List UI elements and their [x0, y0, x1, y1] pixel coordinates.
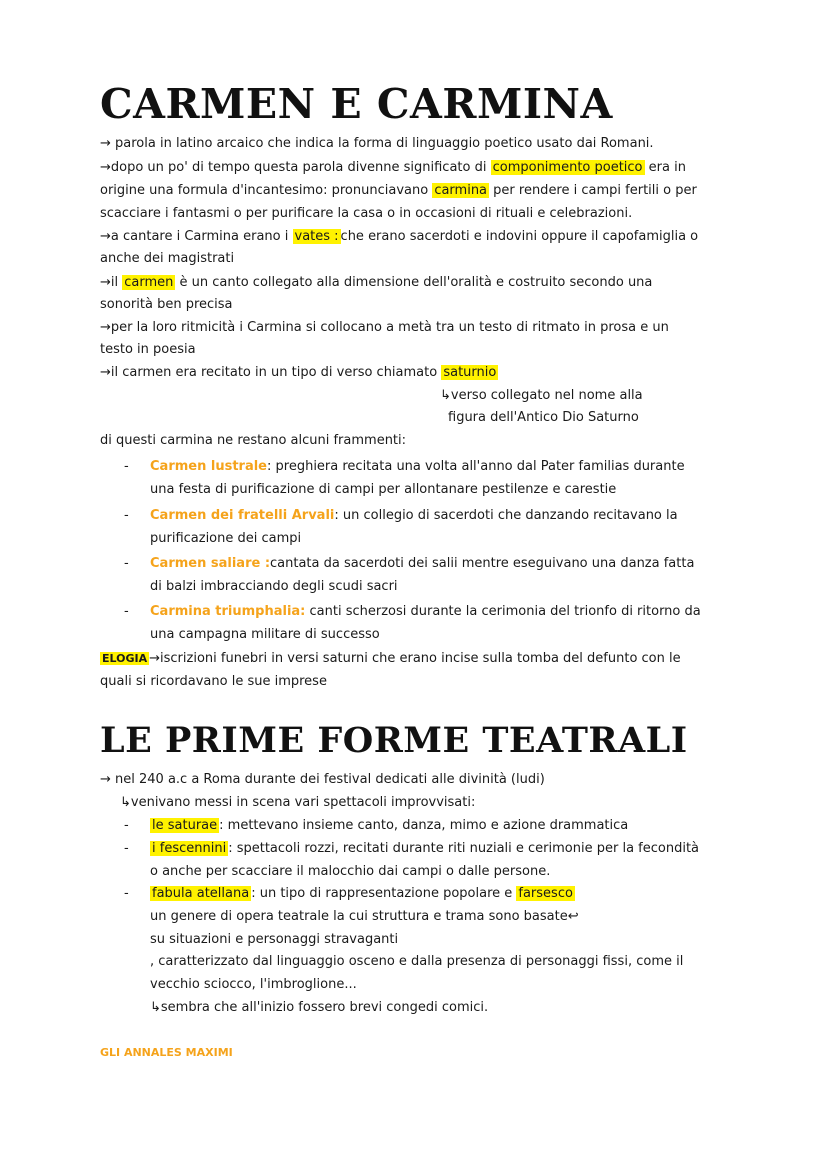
text: →dopo un po' di tempo questa parola divenne significato di	[100, 160, 491, 175]
term: Carmina triumphalia:	[150, 604, 306, 619]
highlight: ELOGIA	[102, 652, 148, 665]
text: per rendere i campi fertili o per	[489, 183, 697, 198]
line	[150, 997, 488, 1019]
text: su situazioni e personaggi stravaganti	[150, 932, 399, 947]
highlight: saturnio	[443, 365, 497, 380]
text: ↳verso collegato nel nome alla	[440, 388, 643, 403]
text: scacciare i fantasmi o per purificare la casa o in occasioni di rituali e celebrazioni.	[100, 206, 633, 221]
text: : preghiera recitata una volta all'anno dal Pater familias durante	[267, 459, 685, 474]
line	[448, 407, 639, 429]
text: → nel 240 a.c a Roma durante dei festival dedicati alle divinità (ludi)	[100, 772, 545, 787]
text: →per la loro ritmicità i Carmina si collocano a metà tra un testo di ritmato in prosa e un	[100, 320, 669, 335]
list-item	[150, 553, 694, 575]
line	[150, 951, 683, 973]
line	[150, 861, 550, 883]
text: → parola in latino arcaico che indica la forma di linguaggio poetico usato dai Romani.	[100, 136, 654, 151]
text: →iscrizioni funebri in versi saturni che erano incise sulla tomba del defunto con le	[149, 651, 681, 666]
line	[100, 133, 654, 155]
line	[100, 671, 327, 693]
bullet-dash: -	[124, 459, 129, 474]
line	[100, 226, 698, 248]
text: : un tipo di rappresentazione popolare e	[251, 886, 517, 901]
text: o anche per scacciare il malocchio dai campi o dalle persone.	[150, 864, 551, 879]
highlight: i fescennini	[152, 841, 227, 856]
text: che erano sacerdoti e indovini oppure il capofamiglia o	[340, 229, 699, 244]
title-carmen-e-carmina: CARMEN E CARMINA	[100, 80, 613, 128]
text: , caratterizzato dal linguaggio osceno e dalla presenza di personaggi fissi, come il	[150, 954, 684, 969]
line	[100, 248, 234, 270]
list-item	[150, 883, 575, 905]
text: : mettevano insieme canto, danza, mimo e azione drammatica	[219, 818, 629, 833]
text: ↳sembra che all'inizio fossero brevi congedi comici.	[150, 1000, 489, 1015]
title-prime-forme-teatrali: LE PRIME FORME TEATRALI	[100, 720, 688, 761]
list-item	[150, 815, 628, 837]
text: purificazione dei campi	[150, 531, 302, 546]
text: quali si ricordavano le sue imprese	[100, 674, 327, 689]
list-item	[150, 601, 701, 623]
text: era in	[644, 160, 686, 175]
highlight: carmina	[434, 183, 488, 198]
line	[100, 272, 652, 294]
text: di questi carmina ne restano alcuni frammenti:	[100, 433, 407, 448]
line	[120, 792, 475, 814]
term: Carmen saliare :	[150, 556, 271, 571]
line	[100, 362, 498, 384]
term: Carmen dei fratelli Arvali	[150, 508, 335, 523]
text: una festa di purificazione di campi per allontanare pestilenze e carestie	[150, 482, 617, 497]
bullet-dash: -	[124, 841, 129, 856]
line	[150, 528, 301, 550]
text: →il	[100, 275, 123, 290]
bullet-dash: -	[124, 818, 129, 833]
text: testo in poesia	[100, 342, 196, 357]
text: figura dell'Antico Dio Saturno	[448, 410, 639, 425]
highlight: farsesco	[518, 886, 573, 901]
text: canti scherzosi durante la cerimonia del trionfo di ritorno da	[305, 604, 701, 619]
bullet-dash: -	[124, 886, 129, 901]
line	[100, 294, 233, 316]
text: →a cantare i Carmina erano i	[100, 229, 293, 244]
text: una campagna militare di successo	[150, 627, 380, 642]
line	[100, 180, 697, 202]
list-item	[150, 456, 685, 478]
text: ↳venivano messi in scena vari spettacoli improvvisati:	[120, 795, 476, 810]
line	[100, 430, 406, 452]
section-heading-annales: GLI ANNALES MAXIMI	[100, 1046, 233, 1059]
bullet-dash: -	[124, 556, 129, 571]
highlight: carmen	[124, 275, 174, 290]
list-item	[150, 505, 678, 527]
term: Carmen lustrale	[150, 459, 267, 474]
text: è un canto collegato alla dimensione dell'oralità e costruito secondo una	[175, 275, 653, 290]
line	[100, 648, 681, 670]
text: cantata da sacerdoti dei salii mentre eseguivano una danza fatta	[270, 556, 695, 571]
line	[100, 339, 196, 361]
text: un genere di opera teatrale la cui struttura e trama sono basate↩	[150, 909, 579, 924]
text: sonorità ben precisa	[100, 297, 233, 312]
line	[150, 929, 398, 951]
line	[100, 157, 686, 179]
list-item	[150, 838, 699, 860]
highlight: vates :	[294, 229, 339, 244]
highlight: componimento poetico	[492, 160, 643, 175]
bullet-dash: -	[124, 604, 129, 619]
line	[100, 769, 545, 791]
text: : un collegio di sacerdoti che danzando recitavano la	[334, 508, 678, 523]
line	[100, 203, 632, 225]
bullet-dash: -	[124, 508, 129, 523]
line	[150, 624, 380, 646]
line	[150, 479, 616, 501]
text: →il carmen era recitato in un tipo di verso chiamato	[100, 365, 442, 380]
text: di balzi imbracciando degli scudi sacri	[150, 579, 398, 594]
text: anche dei magistrati	[100, 251, 235, 266]
line	[100, 317, 669, 339]
text: vecchio sciocco, l'imbroglione...	[150, 977, 357, 992]
highlight: fabula atellana	[152, 886, 250, 901]
line	[440, 385, 643, 407]
text: : spettacoli rozzi, recitati durante riti nuziali e cerimonie per la fecondità	[228, 841, 700, 856]
line	[150, 974, 357, 996]
highlight: le saturae	[152, 818, 218, 833]
line	[150, 906, 579, 928]
line	[150, 576, 398, 598]
text: origine una formula d'incantesimo: pronunciavano	[100, 183, 433, 198]
